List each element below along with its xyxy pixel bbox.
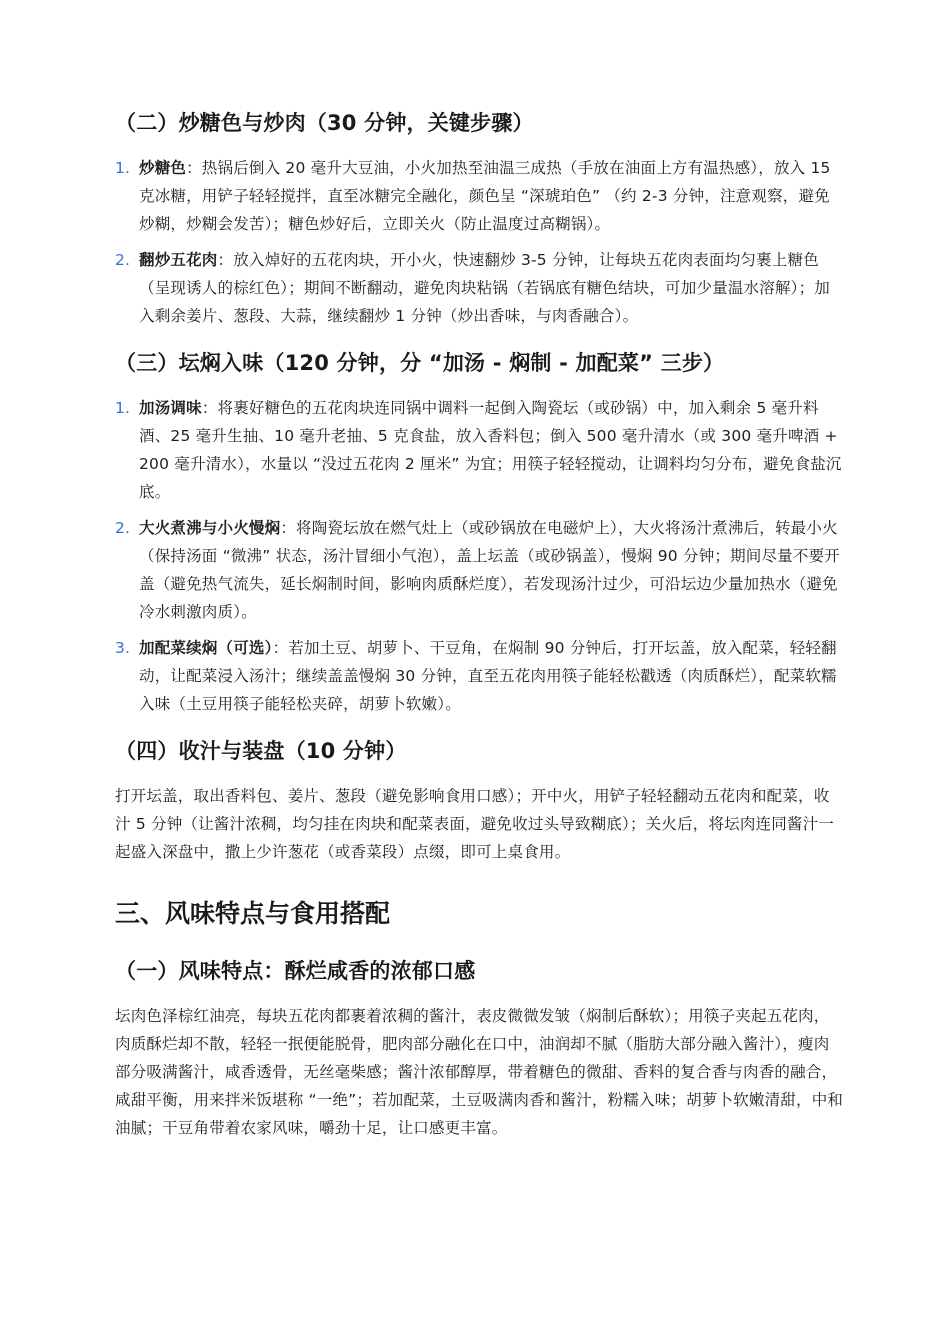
list-number: 2. bbox=[115, 251, 131, 269]
paragraph-reduce: 打开坛盖，取出香料包、姜片、葱段（避免影响食用口感）；开中火，用铲子轻轻翻动五花肉和配菜，收汁 5 分钟（让酱汁浓稠，均匀挂在肉块和配菜表面，避免收过头导致糊底）；关火后，将坛肉连同酱汁一起盛入深盘中，撒上少许葱花（或香菜段）点缀，即可上桌食用。 bbox=[115, 787, 835, 861]
item-title: 翻炒五花肉 bbox=[139, 251, 218, 269]
item-title: 加配菜续焖（可选） bbox=[139, 639, 273, 657]
list-number: 1. bbox=[115, 159, 131, 177]
list-number: 2. bbox=[115, 519, 131, 537]
list-item bbox=[115, 246, 845, 330]
item-text: ：热锅后倒入 20 毫升大豆油，小火加热至油温三成热（手放在油面上方有温热感），放入 15 克冰糖，用铲子轻轻搅拌，直至冰糖完全融化，颜色呈 “深琥珀色” （约 2-3 分钟，注意观察，避免炒糊，炒糊会发苦）；糖色炒好后，立即关火（防止温度过高糊锅）。 bbox=[139, 159, 831, 233]
list-item bbox=[115, 514, 845, 626]
list-item bbox=[115, 634, 845, 718]
step-list-braise bbox=[115, 394, 845, 718]
item-title: 大火煮沸与小火慢焖 bbox=[139, 519, 281, 537]
paragraph-flavor: 坛肉色泽棕红油亮，每块五花肉都裹着浓稠的酱汁，表皮微微发皱（焖制后酥软）；用筷子夹起五花肉，肉质酥烂却不散，轻轻一抿便能脱骨，肥肉部分融化在口中，油润却不腻（脂肪大部分融入酱汁），瘦肉部分吸满酱汁，咸香透骨，无丝毫柴感；酱汁浓郁醇厚，带着糖色的微甜、香料的复合香与肉香的融合，咸甜平衡，用来拌米饭堪称 “一绝”；若加配菜，土豆吸满肉香和酱汁，粉糯入味；胡萝卜软嫩清甜，中和油腻；干豆角带着农家风味，嚼劲十足，让口感更丰富。 bbox=[115, 1007, 844, 1137]
item-text: ：将裹好糖色的五花肉块连同锅中调料一起倒入陶瓷坛（或砂锅）中，加入剩余 5 毫升料酒、25 毫升生抽、10 毫升老抽、5 克食盐，放入香料包；倒入 500 毫升清水（或 300 毫升啤酒 + 200 毫升清水），水量以 “没过五花肉 2 厘米” 为宜；用筷子轻轻搅动，让调料均匀分布，避免食盐沉底。 bbox=[139, 399, 842, 501]
section-heading-reduce: （四）收汁与装盘（10 分钟） bbox=[115, 739, 407, 763]
item-title: 加汤调味 bbox=[139, 399, 202, 417]
chapter-heading-flavor: 三、风味特点与食用搭配 bbox=[115, 899, 391, 928]
list-item bbox=[115, 394, 845, 506]
item-text: ：将陶瓷坛放在燃气灶上（或砂锅放在电磁炉上），大火将汤汁煮沸后，转最小火（保持汤面 “微沸” 状态，汤汁冒细小气泡），盖上坛盖（或砂锅盖），慢焖 90 分钟；期间尽量不要开盖（避免热气流失，延长焖制时间，影响肉质酥烂度），若发现汤汁过少，可沿坛边少量加热水（避免冷水刺激肉质）。 bbox=[139, 519, 840, 621]
item-text: ：若加土豆、胡萝卜、干豆角，在焖制 90 分钟后，打开坛盖，放入配菜，轻轻翻动，让配菜浸入汤汁；继续盖盖慢焖 30 分钟，直至五花肉用筷子能轻松戳透（肉质酥烂），配菜软糯入味（土豆用筷子能轻松夹碎，胡萝卜软嫩）。 bbox=[139, 639, 837, 713]
item-title: 炒糖色 bbox=[139, 159, 187, 177]
step-list-stir-fry bbox=[115, 154, 845, 330]
section-heading-stir-fry: （二）炒糖色与炒肉（30 分钟，关键步骤） bbox=[115, 111, 534, 135]
section-heading-braise: （三）坛焖入味（120 分钟，分 “加汤 - 焖制 - 加配菜” 三步） bbox=[115, 351, 725, 375]
list-number: 1. bbox=[115, 399, 131, 417]
list-number: 3. bbox=[115, 639, 131, 657]
list-item bbox=[115, 154, 845, 238]
section-heading-flavor: （一）风味特点：酥烂咸香的浓郁口感 bbox=[115, 959, 476, 983]
document-page bbox=[115, 108, 845, 1142]
item-text: ：放入焯好的五花肉块，开小火，快速翻炒 3-5 分钟，让每块五花肉表面均匀裹上糖色（呈现诱人的棕红色）；期间不断翻动，避免肉块粘锅（若锅底有糖色结块，可加少量温水溶解）；加入剩余姜片、葱段、大蒜，继续翻炒 1 分钟（炒出香味，与肉香融合）。 bbox=[139, 251, 831, 325]
